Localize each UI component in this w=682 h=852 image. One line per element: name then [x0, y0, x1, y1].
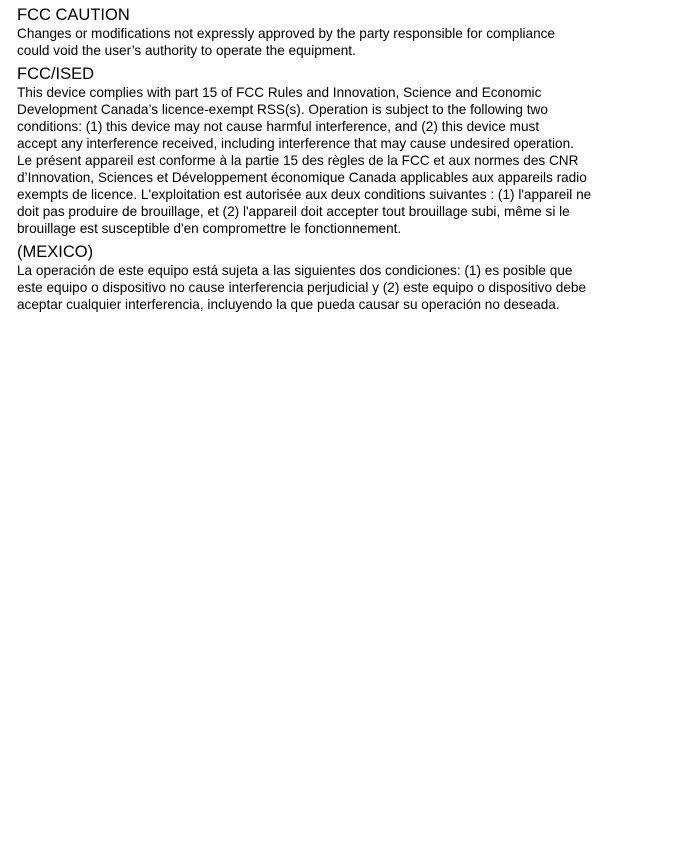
section-body: [17, 25, 672, 59]
section-fcc-caution: [17, 6, 672, 59]
text-line: Le présent appareil est conforme à la partie 15 des règles de la FCC et aux normes des CNR: [17, 153, 579, 168]
text-line: accept any interference received, including interference that may cause undesired operation.: [17, 136, 574, 151]
text-line: could void the user’s authority to operate the equipment.: [17, 43, 356, 58]
section-heading: FCC/ISED: [17, 65, 95, 83]
text-line: This device complies with part 15 of FCC Rules and Innovation, Science and Economic: [17, 85, 542, 100]
section-heading: FCC CAUTION: [17, 6, 130, 24]
text-line: aceptar cualquier interferencia, incluyendo la que pueda causar su operación no deseada.: [17, 297, 560, 312]
regulatory-document: [17, 6, 672, 319]
text-line: La operación de este equipo está sujeta a las siguientes dos condiciones: (1) es posible que: [17, 263, 573, 278]
text-line: este equipo o dispositivo no cause interferencia perjudicial y (2) este equipo o dispositivo debe: [17, 280, 587, 295]
text-line: brouillage est susceptible d'en compromettre le fonctionnement.: [17, 221, 402, 236]
text-line: doit pas produire de brouillage, et (2) l'appareil doit accepter tout brouillage subi, même si le: [17, 204, 570, 219]
section-mexico: [17, 243, 672, 313]
section-heading: (MEXICO): [17, 243, 94, 261]
text-line: Changes or modifications not expressly approved by the party responsible for compliance: [17, 26, 555, 41]
text-line: Development Canada’s licence-exempt RSS(s). Operation is subject to the following two: [17, 102, 548, 117]
text-line: exempts de licence. L'exploitation est autorisée aux deux conditions suivantes : (1) l'appareil ne: [17, 187, 592, 202]
section-body: [17, 262, 672, 313]
section-body: [17, 84, 672, 237]
section-fcc-ised: [17, 65, 672, 237]
text-line: conditions: (1) this device may not cause harmful interference, and (2) this device must: [17, 119, 540, 134]
text-line: d’Innovation, Sciences et Développement économique Canada applicables aux appareils radio: [17, 170, 587, 185]
